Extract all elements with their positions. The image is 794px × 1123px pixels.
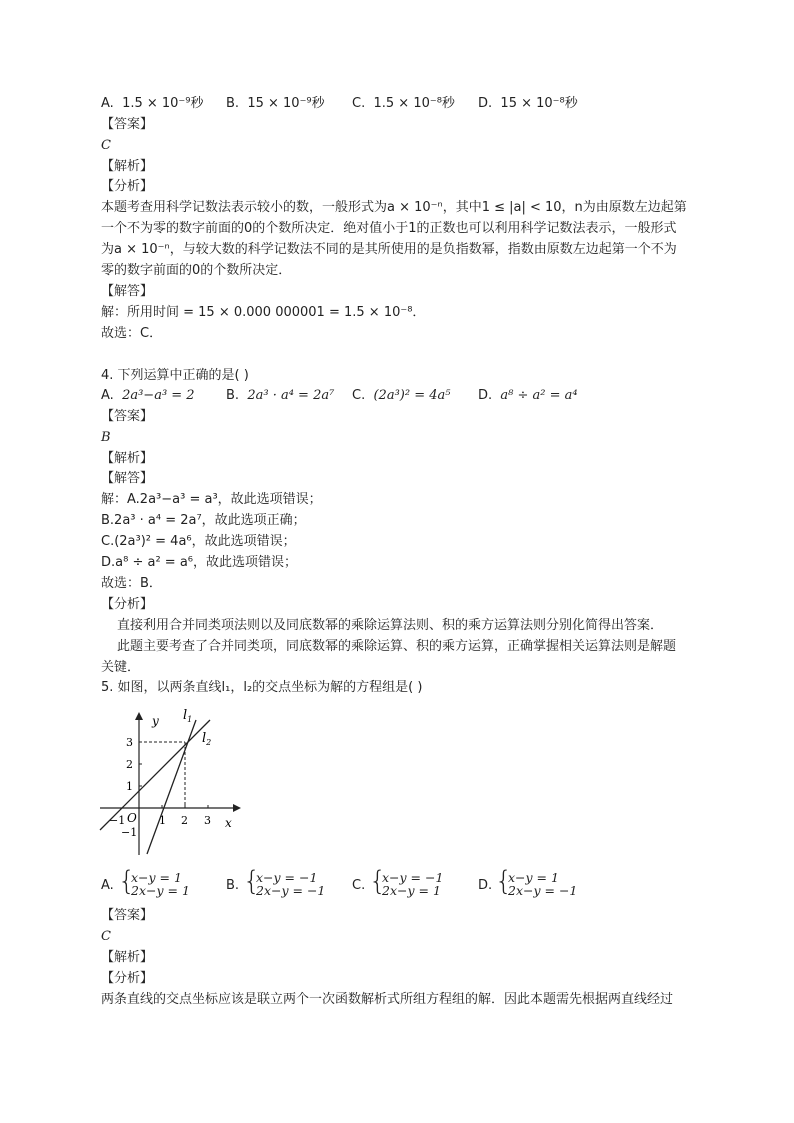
q3-option-a <box>101 94 204 114</box>
x-tick-label: 2 <box>181 814 188 827</box>
option-text: 1.5 × 10⁻⁹秒 <box>122 96 204 111</box>
q4-jieda-line-3: C.(2a³)² = 4a⁶，故此选项错误； <box>101 534 296 549</box>
x-tick-label: 3 <box>204 814 211 827</box>
q3-option-d <box>478 94 578 114</box>
q3-answer-tag: 【答案】 <box>101 117 154 132</box>
y-axis-arrow <box>135 712 143 720</box>
x-axis-label: x <box>225 816 232 830</box>
x-tick-label: −1 <box>109 814 126 827</box>
system-eq1: x−y = 1 <box>131 870 182 885</box>
option-text: 15 × 10⁻⁹秒 <box>247 96 325 111</box>
option-letter: D. <box>478 96 493 111</box>
q3-fenxi-tag: 【分析】 <box>101 179 154 194</box>
system-brace: { <box>369 866 387 897</box>
option-text: (2a³)² = 4a⁵ <box>373 388 451 403</box>
option-letter: B. <box>226 96 240 111</box>
option-letter: A. <box>101 878 114 893</box>
q5-figure <box>95 700 245 860</box>
q5-answer-tag: 【答案】 <box>101 908 154 923</box>
q3-answer: C <box>101 138 111 153</box>
y-tick-label: 1 <box>126 780 133 793</box>
q4-option-a <box>101 386 195 406</box>
q3-fenxi-line-3: 为a × 10⁻ⁿ，与较大数的科学记数法不同的是其所使用的是负指数幂，指数由原数左边起第一个不为 <box>101 242 677 257</box>
option-letter: C. <box>352 388 366 403</box>
q4-answer-tag: 【答案】 <box>101 409 154 424</box>
option-text: 2a³−a³ = 2 <box>122 388 195 403</box>
q4-jiexi-tag: 【解析】 <box>101 451 154 466</box>
system-brace: { <box>118 866 136 897</box>
option-text: 1.5 × 10⁻⁸秒 <box>373 96 455 111</box>
option-text: 15 × 10⁻⁸秒 <box>500 96 578 111</box>
q3-fenxi-line-2: 一个不为零的数字前面的0的个数所决定．绝对值小于1的正数也可以利用科学记数法表示，一般形式 <box>101 221 677 236</box>
q3-fenxi-line-1: 本题考查用科学记数法表示较小的数，一般形式为a × 10⁻ⁿ，其中1 ≤ |a| < 10，n为由原数左边起第 <box>101 200 687 215</box>
system-eq1: x−y = 1 <box>508 870 559 885</box>
option-letter: A. <box>101 96 114 111</box>
q4-jieda-line-4: D.a⁸ ÷ a² = a⁶，故此选项错误； <box>101 555 297 570</box>
q3-fenxi-line-4: 零的数字前面的0的个数所决定． <box>101 263 292 278</box>
option-letter: C. <box>352 878 366 893</box>
q3-jieda-tag: 【解答】 <box>101 284 154 299</box>
q4-option-c <box>352 386 450 406</box>
l2-label: $l_2$ <box>202 731 212 747</box>
l1-label: $l_1$ <box>183 708 193 724</box>
q3-option-b <box>226 94 325 114</box>
x-axis-arrow <box>233 804 241 812</box>
q4-option-b <box>226 386 334 406</box>
q4-stem: 4. 下列运算中正确的是( ) <box>101 368 249 383</box>
q4-fenxi-line-1: 直接利用合并同类项法则以及同底数幂的乘除运算法则、积的乘方运算法则分别化简得出答案． <box>117 618 664 633</box>
system-eq1: x−y = −1 <box>382 870 444 885</box>
y-tick-label: 3 <box>126 736 133 749</box>
system-eq2: 2x−y = 1 <box>382 883 441 898</box>
system-eq2: 2x−y = 1 <box>131 883 190 898</box>
system-eq2: 2x−y = −1 <box>508 883 578 898</box>
x-tick-label: 1 <box>159 814 166 827</box>
q5-answer: C <box>101 929 111 944</box>
q4-jieda-tag: 【解答】 <box>101 471 154 486</box>
q3-option-c <box>352 94 455 114</box>
q5-fenxi-tag: 【分析】 <box>101 971 154 986</box>
line-l1 <box>147 720 196 854</box>
q4-option-d <box>478 386 578 406</box>
y-tick-label: −1 <box>121 826 138 839</box>
option-text: 2a³ · a⁴ = 2a⁷ <box>247 388 335 403</box>
q5-stem: 5. 如图，以两条直线l₁，l₂的交点坐标为解的方程组是( ) <box>101 680 423 695</box>
q4-fenxi-tag: 【分析】 <box>101 597 154 612</box>
system-brace: { <box>495 866 513 897</box>
option-letter: A. <box>101 388 114 403</box>
option-letter: D. <box>478 878 493 893</box>
q4-fenxi-line-3: 关键． <box>101 660 141 675</box>
q4-jieda-line-2: B.2a³ · a⁴ = 2a⁷，故此选项正确； <box>101 513 306 528</box>
q3-jieda-line-2: 故选：C． <box>101 326 163 341</box>
q4-jieda-line-1: 解：A.2a³−a³ = a³，故此选项错误； <box>101 492 322 507</box>
option-letter: C. <box>352 96 366 111</box>
system-eq1: x−y = −1 <box>256 870 318 885</box>
q5-jiexi-tag: 【解析】 <box>101 950 154 965</box>
q3-jieda-line-1: 解：所用时间 = 15 × 0.000 000001 = 1.5 × 10⁻⁸． <box>101 305 426 320</box>
option-text: a⁸ ÷ a² = a⁴ <box>500 388 578 403</box>
option-letter: B. <box>226 878 240 893</box>
q5-fenxi-line-1: 两条直线的交点坐标应该是联立两个一次函数解析式所组方程组的解．因此本题需先根据两直线经过 <box>101 992 674 1007</box>
option-letter: B. <box>226 388 240 403</box>
y-axis-label: y <box>152 714 159 728</box>
system-brace: { <box>243 866 261 897</box>
y-tick-label: 2 <box>126 758 133 771</box>
q4-answer: B <box>101 430 111 445</box>
q3-jiexi-tag: 【解析】 <box>101 159 154 174</box>
system-eq2: 2x−y = −1 <box>256 883 326 898</box>
option-letter: D. <box>478 388 493 403</box>
q4-jieda-line-5: 故选：B． <box>101 576 162 591</box>
origin-label: O <box>127 811 137 825</box>
q4-fenxi-line-2: 此题主要考查了合并同类项，同底数幂的乘除运算、积的乘方运算，正确掌握相关运算法则是解题 <box>117 639 677 654</box>
